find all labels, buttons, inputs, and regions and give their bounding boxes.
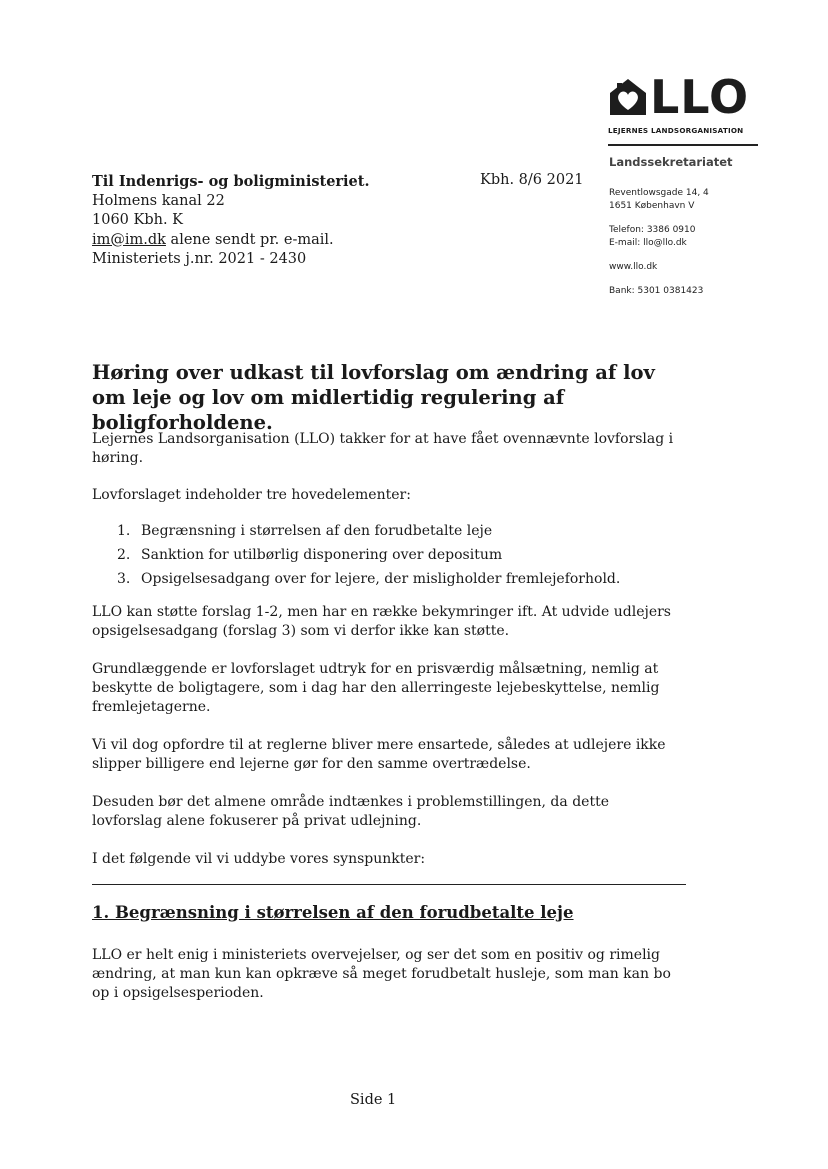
list-item-text: Opsigelsesadgang over for lejere, der misligholder fremlejeforhold.: [141, 571, 621, 587]
list-item-number: 1.: [117, 523, 131, 539]
office-street: Reventlowsgade 14, 4: [609, 188, 709, 198]
office-city: 1651 København V: [609, 201, 695, 211]
office-phone: Telefon: 3386 0910: [609, 225, 696, 235]
logo-subtitle: LEJERNES LANDSORGANISATION: [608, 126, 744, 135]
support-paragraph: LLO kan støtte forslag 1-2, men har en række bekymringer ift. At udvide udlejers opsigelsesadgang (forslag 3) som vi derfor ikke kan støtte.: [92, 604, 671, 639]
purpose-paragraph: Grundlæggende er lovforslaget udtryk for en prisværdig målsætning, nemlig at beskytte de boligtagere, som i dag har den allerringeste lejebeskyttelse, nemlig fremlejetagerne.: [92, 661, 660, 715]
section-heading: 1. Begrænsning i størrelsen af den forudbetalte leje: [92, 903, 574, 922]
main-elements-list: [117, 519, 677, 591]
list-item: [117, 543, 677, 567]
recipient-email-note: alene sendt pr. e-mail.: [165, 231, 334, 248]
office-name: Landssekretariatet: [609, 155, 733, 169]
uniform-paragraph: Vi vil dog opfordre til at reglerne bliver mere ensartede, således at udlejere ikke slipper billigere end lejerne gør for den samme overtrædelse.: [92, 737, 666, 772]
house-heart-icon: [608, 77, 648, 117]
recipient-email-link[interactable]: im@im.dk: [92, 231, 166, 248]
page-number: Side 1: [350, 1092, 397, 1108]
recipient-street: Holmens kanal 22: [92, 192, 225, 209]
list-item-text: Begrænsning i størrelsen af den forudbetalte leje: [141, 523, 493, 539]
section1-paragraph: LLO er helt enig i ministeriets overvejelser, og ser det som en positiv og rimelig ændring, at man kun kan opkræve så meget forudbetalt husleje, som man kan bo op i opsigelsesperioden.: [92, 947, 671, 1001]
list-item: [117, 567, 677, 591]
list-item-number: 2.: [117, 547, 131, 563]
page-title: Høring over udkast til lovforslag om ændring af lov om leje og lov om midlertidig regulering af boligforholdene.: [92, 361, 655, 434]
office-web: www.llo.dk: [609, 262, 658, 272]
contact-block: [609, 224, 769, 250]
llo-logo: [608, 70, 758, 135]
elements-intro-paragraph: Lovforslaget indeholder tre hovedelementer:: [92, 487, 411, 503]
intro-paragraph: Lejernes Landsorganisation (LLO) takker for at have fået ovennævnte lovforslag i høring.: [92, 431, 674, 466]
elaborate-paragraph: I det følgende vil vi uddybe vores synspunkter:: [92, 851, 426, 867]
logo-text: LLO: [650, 70, 750, 124]
public-paragraph: Desuden bør det almene område indtænkes i problemstillingen, da dette lovforslag alene fokuserer på privat udlejning.: [92, 794, 609, 829]
recipient-address: [92, 172, 370, 270]
contact-info: [609, 156, 769, 309]
journal-number: Ministeriets j.nr. 2021 - 2430: [92, 251, 307, 267]
recipient-city: 1060 Kbh. K: [92, 212, 184, 228]
recipient-name: Til Indenrigs- og boligministeriet.: [92, 173, 370, 190]
letter-date: Kbh. 8/6 2021: [480, 172, 584, 188]
recipient-email-line: [92, 231, 370, 251]
office-bank: Bank: 5301 0381423: [609, 286, 704, 296]
section-divider: [92, 884, 686, 885]
list-item-text: Sanktion for utilbørlig disponering over depositum: [141, 547, 503, 563]
logo-divider: [608, 144, 758, 146]
postal-address: [609, 187, 769, 213]
list-item: [117, 519, 677, 543]
office-email: E-mail: llo@llo.dk: [609, 238, 687, 248]
list-item-number: 3.: [117, 571, 131, 587]
